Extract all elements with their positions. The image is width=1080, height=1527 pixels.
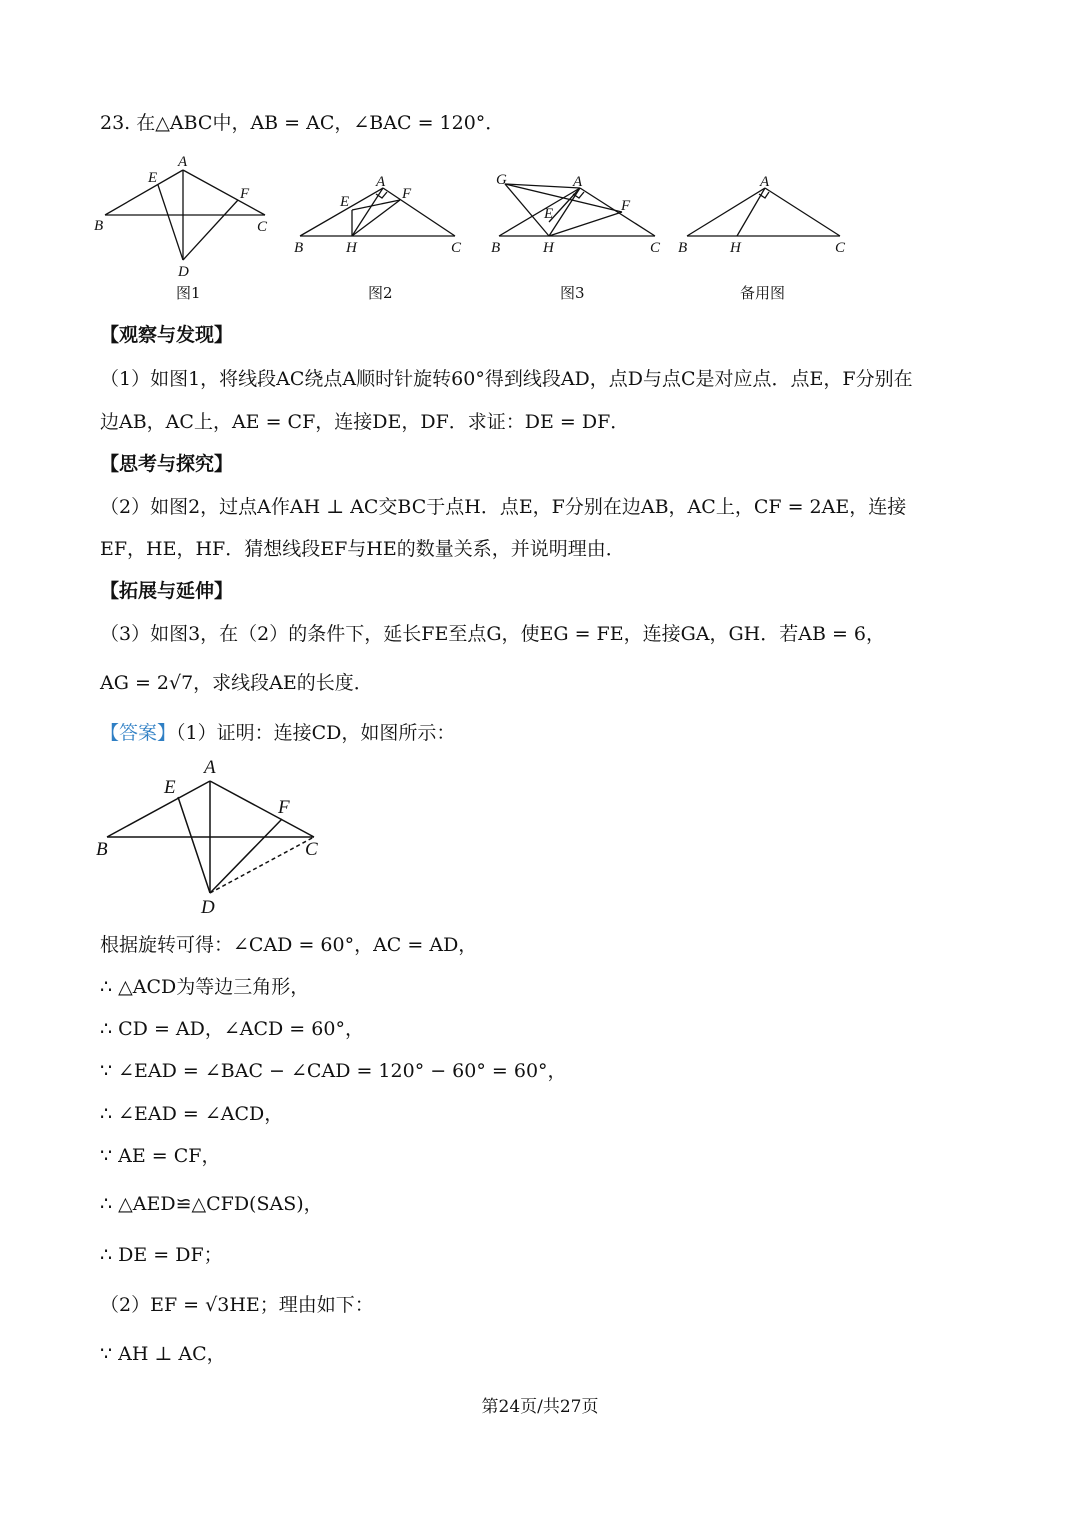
fig3-label-a: A: [573, 174, 583, 190]
backup-label-h: H: [730, 240, 741, 256]
answer-step-9: （2）EF = √3HE；理由如下：: [100, 1294, 374, 1316]
fig2-label-e: E: [340, 194, 350, 210]
section-observe: 【观察与发现】: [100, 324, 234, 346]
fig2-label-c: C: [451, 240, 462, 256]
fig3-label-h: H: [543, 240, 554, 256]
answer-step-10: ∵ AH ⊥ AC，: [100, 1343, 226, 1365]
answer-step-3: ∴ CD = AD，∠ACD = 60°，: [100, 1018, 364, 1040]
answer-fig-label-c: C: [305, 839, 318, 860]
backup-caption: 备用图: [740, 284, 786, 302]
answer-fig-label-f: F: [278, 797, 290, 818]
answer-step-6: ∵ AE = CF，: [100, 1145, 221, 1167]
figure-3: [487, 170, 672, 305]
fig1-label-b: B: [94, 218, 104, 234]
answer-fig-label-e: E: [164, 777, 176, 798]
answer-step-7: ∴ △AED≌△CFD(SAS)，: [100, 1193, 323, 1215]
fig2-label-h: H: [346, 240, 357, 256]
answer-fig-label-b: B: [96, 839, 108, 860]
answer-fig-label-d: D: [201, 897, 215, 918]
answer-fig-label-a: A: [204, 757, 216, 778]
fig3-label-g: G: [496, 172, 507, 188]
answer-step-1: 根据旋转可得：∠CAD = 60°，AC = AD，: [100, 934, 478, 956]
figure-backup: [675, 170, 855, 305]
question-1-line-1: （1）如图1，将线段AC绕点A顺时针旋转60°得到线段AD，点D与点C是对应点．点E，F分别在: [100, 368, 913, 390]
answer-step-8: ∴ DE = DF；: [100, 1244, 223, 1266]
question-3-line-1: （3）如图3，在（2）的条件下，延长FE至点G，使EG = FE，连接GA，GH．若AB = 6，: [100, 623, 886, 645]
fig3-label-f: F: [621, 198, 631, 214]
backup-label-b: B: [678, 240, 688, 256]
question-3-line-2: AG = 2√7，求线段AE的长度．: [100, 672, 373, 694]
fig1-label-a: A: [178, 154, 188, 170]
fig1-label-f: F: [240, 186, 250, 202]
fig2-label-f: F: [402, 186, 412, 202]
section-extend: 【拓展与延伸】: [100, 580, 234, 602]
fig2-label-b: B: [294, 240, 304, 256]
page-footer: 第24页/共27页: [481, 1397, 599, 1417]
figure-1: [90, 150, 280, 305]
fig1-caption: 图1: [176, 284, 201, 302]
fig1-label-c: C: [257, 219, 268, 235]
answer-step-4: ∵ ∠EAD = ∠BAC − ∠CAD = 120° − 60° = 60°，: [100, 1060, 567, 1082]
fig2-caption: 图2: [368, 284, 393, 302]
fig1-label-d: D: [178, 264, 189, 280]
question-1-line-2: 边AB，AC上，AE = CF，连接DE，DF．求证：DE = DF．: [100, 411, 630, 433]
fig3-label-b: B: [491, 240, 501, 256]
answer-tag: 【答案】: [100, 722, 177, 744]
backup-label-c: C: [835, 240, 846, 256]
question-2-line-1: （2）如图2，过点A作AH ⊥ AC交BC于点H．点E，F分别在边AB，AC上，CF = 2AE，连接: [100, 496, 907, 518]
backup-label-a: A: [760, 174, 770, 190]
fig3-label-e: E: [544, 206, 554, 222]
fig3-caption: 图3: [560, 284, 585, 302]
fig2-label-a: A: [376, 174, 386, 190]
question-2-line-2: EF，HE，HF．猜想线段EF与HE的数量关系，并说明理由．: [100, 538, 625, 560]
section-think: 【思考与探究】: [100, 453, 234, 475]
fig1-label-e: E: [148, 170, 158, 186]
answer-step-5: ∴ ∠EAD = ∠ACD，: [100, 1103, 284, 1125]
fig3-label-c: C: [650, 240, 661, 256]
figure-2: [290, 170, 470, 305]
problem-statement: 23. 在△ABC中，AB = AC，∠BAC = 120°．: [100, 112, 505, 134]
answer-step-2: ∴ △ACD为等边三角形，: [100, 976, 310, 998]
answer-intro: [100, 720, 455, 746]
answer-figure: [92, 755, 332, 920]
answer-intro-text: （1）证明：连接CD，如图所示：: [176, 722, 456, 744]
